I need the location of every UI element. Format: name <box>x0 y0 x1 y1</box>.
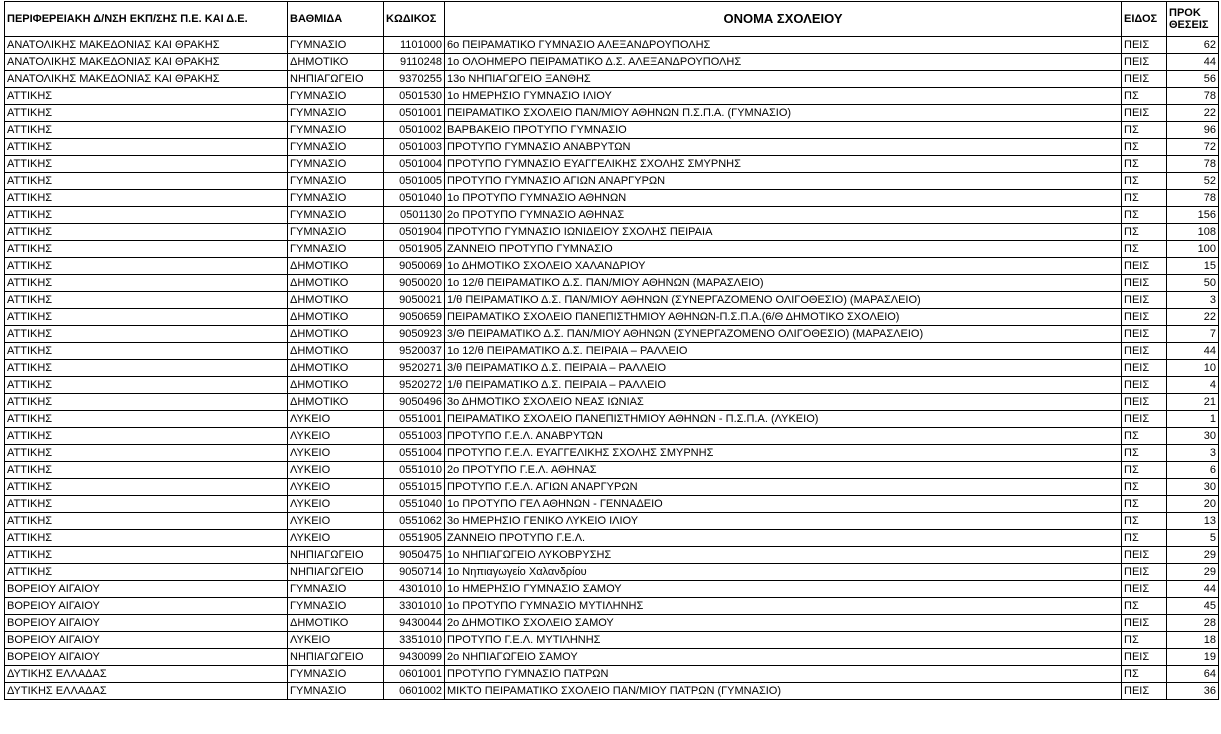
col-header-seats <box>1167 2 1219 37</box>
level-cell: ΔΗΜΟΤΙΚΟ <box>288 258 384 275</box>
code-cell: 9050496 <box>384 394 445 411</box>
seats-cell: 18 <box>1167 632 1219 649</box>
level-cell: ΔΗΜΟΤΙΚΟ <box>288 343 384 360</box>
type-cell: ΠΣ <box>1122 156 1167 173</box>
type-cell: ΠΕΙΣ <box>1122 275 1167 292</box>
school-name-cell: ΜΙΚΤΟ ΠΕΙΡΑΜΑΤΙΚΟ ΣΧΟΛΕΙΟ ΠΑΝ/ΜΙΟΥ ΠΑΤΡΩΝ (ΓΥΜΝΑΣΙΟ) <box>445 683 1122 700</box>
table-row <box>5 343 1219 360</box>
school-name-cell: 2ο ΠΡΟΤΥΠΟ Γ.Ε.Λ. ΑΘΗΝΑΣ <box>445 462 1122 479</box>
region-cell: ΔΥΤΙΚΗΣ ΕΛΛΑΔΑΣ <box>5 666 288 683</box>
level-cell: ΔΗΜΟΤΙΚΟ <box>288 309 384 326</box>
level-cell: ΝΗΠΙΑΓΩΓΕΙΟ <box>288 71 384 88</box>
type-cell: ΠΣ <box>1122 598 1167 615</box>
type-cell: ΠΕΙΣ <box>1122 615 1167 632</box>
type-cell: ΠΕΙΣ <box>1122 258 1167 275</box>
seats-cell: 29 <box>1167 547 1219 564</box>
level-cell: ΓΥΜΝΑΣΙΟ <box>288 224 384 241</box>
region-cell: ΑΤΤΙΚΗΣ <box>5 241 288 258</box>
school-name-cell: 6ο ΠΕΙΡΑΜΑΤΙΚΟ ΓΥΜΝΑΣΙΟ ΑΛΕΞΑΝΔΡΟΥΠΟΛΗΣ <box>445 37 1122 54</box>
level-cell: ΝΗΠΙΑΓΩΓΕΙΟ <box>288 547 384 564</box>
code-cell: 0501530 <box>384 88 445 105</box>
level-cell: ΓΥΜΝΑΣΙΟ <box>288 139 384 156</box>
region-cell: ΑΝΑΤΟΛΙΚΗΣ ΜΑΚΕΔΟΝΙΑΣ ΚΑΙ ΘΡΑΚΗΣ <box>5 71 288 88</box>
school-name-cell: ΠΡΟΤΥΠΟ Γ.Ε.Λ. ΑΓΙΩΝ ΑΝΑΡΓΥΡΩΝ <box>445 479 1122 496</box>
school-name-cell: 2ο ΝΗΠΙΑΓΩΓΕΙΟ ΣΑΜΟΥ <box>445 649 1122 666</box>
code-cell: 9110248 <box>384 54 445 71</box>
school-name-cell: ΠΡΟΤΥΠΟ Γ.Ε.Λ. ΜΥΤΙΛΗΝΗΣ <box>445 632 1122 649</box>
region-cell: ΒΟΡΕΙΟΥ ΑΙΓΑΙΟΥ <box>5 615 288 632</box>
region-cell: ΑΤΤΙΚΗΣ <box>5 258 288 275</box>
table-row <box>5 173 1219 190</box>
school-name-cell: 1ο Νηπιαγωγείο Χαλανδρίου <box>445 564 1122 581</box>
seats-cell: 36 <box>1167 683 1219 700</box>
school-name-cell: ΠΡΟΤΥΠΟ Γ.Ε.Λ. ΕΥΑΓΓΕΛΙΚΗΣ ΣΧΟΛΗΣ ΣΜΥΡΝΗΣ <box>445 445 1122 462</box>
col-header-code: ΚΩΔΙΚΟΣ <box>384 2 445 37</box>
type-cell: ΠΕΙΣ <box>1122 377 1167 394</box>
code-cell: 0551010 <box>384 462 445 479</box>
region-cell: ΑΝΑΤΟΛΙΚΗΣ ΜΑΚΕΔΟΝΙΑΣ ΚΑΙ ΘΡΑΚΗΣ <box>5 37 288 54</box>
school-name-cell: ΖΑΝΝΕΙΟ ΠΡΟΤΥΠΟ Γ.Ε.Λ. <box>445 530 1122 547</box>
table-row <box>5 122 1219 139</box>
region-cell: ΔΥΤΙΚΗΣ ΕΛΛΑΔΑΣ <box>5 683 288 700</box>
region-cell: ΑΤΤΙΚΗΣ <box>5 530 288 547</box>
school-name-cell: 1ο 12/θ ΠΕΙΡΑΜΑΤΙΚΟ Δ.Σ. ΠΑΝ/ΜΙΟΥ ΑΘΗΝΩΝ (ΜΑΡΑΣΛΕΙΟ) <box>445 275 1122 292</box>
seats-cell: 96 <box>1167 122 1219 139</box>
table-row <box>5 207 1219 224</box>
region-cell: ΑΤΤΙΚΗΣ <box>5 394 288 411</box>
table-row <box>5 581 1219 598</box>
table-row <box>5 496 1219 513</box>
seats-cell: 78 <box>1167 190 1219 207</box>
level-cell: ΛΥΚΕΙΟ <box>288 462 384 479</box>
col-header-seats-line1: ΠΡΟΚ <box>1169 7 1201 19</box>
type-cell: ΠΕΙΣ <box>1122 547 1167 564</box>
level-cell: ΛΥΚΕΙΟ <box>288 428 384 445</box>
region-cell: ΑΤΤΙΚΗΣ <box>5 173 288 190</box>
school-name-cell: 1ο ΠΡΟΤΥΠΟ ΓΥΜΝΑΣΙΟ ΑΘΗΝΩΝ <box>445 190 1122 207</box>
table-row <box>5 309 1219 326</box>
region-cell: ΑΤΤΙΚΗΣ <box>5 326 288 343</box>
table-row <box>5 190 1219 207</box>
seats-cell: 30 <box>1167 428 1219 445</box>
col-header-school-name: ΟΝΟΜΑ ΣΧΟΛΕΙΟΥ <box>445 2 1122 37</box>
seats-cell: 50 <box>1167 275 1219 292</box>
seats-cell: 22 <box>1167 309 1219 326</box>
level-cell: ΓΥΜΝΑΣΙΟ <box>288 190 384 207</box>
school-name-cell: ΖΑΝΝΕΙΟ ΠΡΟΤΥΠΟ ΓΥΜΝΑΣΙΟ <box>445 241 1122 258</box>
region-cell: ΑΤΤΙΚΗΣ <box>5 207 288 224</box>
school-name-cell: 1/θ ΠΕΙΡΑΜΑΤΙΚΟ Δ.Σ. ΠΕΙΡΑΙΑ – ΡΑΛΛΕΙΟ <box>445 377 1122 394</box>
code-cell: 3351010 <box>384 632 445 649</box>
code-cell: 9050714 <box>384 564 445 581</box>
school-name-cell: 1ο ΝΗΠΙΑΓΩΓΕΙΟ ΛΥΚΟΒΡΥΣΗΣ <box>445 547 1122 564</box>
type-cell: ΠΕΙΣ <box>1122 54 1167 71</box>
level-cell: ΛΥΚΕΙΟ <box>288 530 384 547</box>
school-name-cell: 3ο ΔΗΜΟΤΙΚΟ ΣΧΟΛΕΙΟ ΝΕΑΣ ΙΩΝΙΑΣ <box>445 394 1122 411</box>
region-cell: ΒΟΡΕΙΟΥ ΑΙΓΑΙΟΥ <box>5 581 288 598</box>
seats-cell: 44 <box>1167 54 1219 71</box>
seats-cell: 13 <box>1167 513 1219 530</box>
level-cell: ΓΥΜΝΑΣΙΟ <box>288 598 384 615</box>
school-name-cell: ΒΑΡΒΑΚΕΙΟ ΠΡΟΤΥΠΟ ΓΥΜΝΑΣΙΟ <box>445 122 1122 139</box>
table-row <box>5 224 1219 241</box>
level-cell: ΔΗΜΟΤΙΚΟ <box>288 377 384 394</box>
seats-cell: 52 <box>1167 173 1219 190</box>
col-header-seats-line2: ΘΕΣΕΙΣ <box>1169 19 1209 31</box>
seats-cell: 44 <box>1167 343 1219 360</box>
seats-cell: 78 <box>1167 88 1219 105</box>
code-cell: 0551004 <box>384 445 445 462</box>
level-cell: ΛΥΚΕΙΟ <box>288 513 384 530</box>
seats-cell: 1 <box>1167 411 1219 428</box>
school-name-cell: ΠΡΟΤΥΠΟ ΓΥΜΝΑΣΙΟ ΠΑΤΡΩΝ <box>445 666 1122 683</box>
type-cell: ΠΕΙΣ <box>1122 411 1167 428</box>
level-cell: ΓΥΜΝΑΣΙΟ <box>288 581 384 598</box>
type-cell: ΠΣ <box>1122 445 1167 462</box>
region-cell: ΑΤΤΙΚΗΣ <box>5 309 288 326</box>
code-cell: 0501003 <box>384 139 445 156</box>
type-cell: ΠΕΙΣ <box>1122 649 1167 666</box>
type-cell: ΠΣ <box>1122 207 1167 224</box>
seats-cell: 5 <box>1167 530 1219 547</box>
region-cell: ΑΤΤΙΚΗΣ <box>5 462 288 479</box>
level-cell: ΓΥΜΝΑΣΙΟ <box>288 683 384 700</box>
school-name-cell: 2ο ΠΡΟΤΥΠΟ ΓΥΜΝΑΣΙΟ ΑΘΗΝΑΣ <box>445 207 1122 224</box>
seats-cell: 45 <box>1167 598 1219 615</box>
region-cell: ΑΤΤΙΚΗΣ <box>5 343 288 360</box>
region-cell: ΑΤΤΙΚΗΣ <box>5 360 288 377</box>
school-name-cell: ΠΕΙΡΑΜΑΤΙΚΟ ΣΧΟΛΕΙΟ ΠΑΝΕΠΙΣΤΗΜΙΟΥ ΑΘΗΝΩΝ - Π.Σ.Π.Α. (ΛΥΚΕΙΟ) <box>445 411 1122 428</box>
type-cell: ΠΕΙΣ <box>1122 360 1167 377</box>
code-cell: 4301010 <box>384 581 445 598</box>
seats-cell: 56 <box>1167 71 1219 88</box>
seats-cell: 100 <box>1167 241 1219 258</box>
table-row <box>5 292 1219 309</box>
table-row <box>5 530 1219 547</box>
table-row <box>5 156 1219 173</box>
seats-cell: 3 <box>1167 292 1219 309</box>
table-row <box>5 462 1219 479</box>
level-cell: ΓΥΜΝΑΣΙΟ <box>288 173 384 190</box>
type-cell: ΠΣ <box>1122 666 1167 683</box>
code-cell: 9520272 <box>384 377 445 394</box>
type-cell: ΠΕΙΣ <box>1122 71 1167 88</box>
table-row <box>5 479 1219 496</box>
level-cell: ΓΥΜΝΑΣΙΟ <box>288 666 384 683</box>
code-cell: 0501002 <box>384 122 445 139</box>
seats-cell: 6 <box>1167 462 1219 479</box>
code-cell: 0501001 <box>384 105 445 122</box>
seats-cell: 64 <box>1167 666 1219 683</box>
school-name-cell: ΠΕΙΡΑΜΑΤΙΚΟ ΣΧΟΛΕΙΟ ΠΑΝ/ΜΙΟΥ ΑΘΗΝΩΝ Π.Σ.Π.Α. (ΓΥΜΝΑΣΙΟ) <box>445 105 1122 122</box>
seats-cell: 28 <box>1167 615 1219 632</box>
type-cell: ΠΕΙΣ <box>1122 326 1167 343</box>
table-row <box>5 88 1219 105</box>
type-cell: ΠΣ <box>1122 173 1167 190</box>
type-cell: ΠΣ <box>1122 88 1167 105</box>
header-row <box>5 2 1219 37</box>
type-cell: ΠΕΙΣ <box>1122 343 1167 360</box>
code-cell: 9050021 <box>384 292 445 309</box>
level-cell: ΓΥΜΝΑΣΙΟ <box>288 207 384 224</box>
region-cell: ΑΤΤΙΚΗΣ <box>5 445 288 462</box>
school-name-cell: 3/θ ΠΕΙΡΑΜΑΤΙΚΟ Δ.Σ. ΠΕΙΡΑΙΑ – ΡΑΛΛΕΙΟ <box>445 360 1122 377</box>
table-row <box>5 37 1219 54</box>
level-cell: ΓΥΜΝΑΣΙΟ <box>288 122 384 139</box>
level-cell: ΔΗΜΟΤΙΚΟ <box>288 360 384 377</box>
code-cell: 9050069 <box>384 258 445 275</box>
region-cell: ΑΤΤΙΚΗΣ <box>5 479 288 496</box>
level-cell: ΝΗΠΙΑΓΩΓΕΙΟ <box>288 649 384 666</box>
table-row <box>5 377 1219 394</box>
seats-cell: 19 <box>1167 649 1219 666</box>
code-cell: 0551040 <box>384 496 445 513</box>
school-name-cell: 3/Θ ΠΕΙΡΑΜΑΤΙΚΟ Δ.Σ. ΠΑΝ/ΜΙΟΥ ΑΘΗΝΩΝ (ΣΥΝΕΡΓΑΖΟΜΕΝΟ ΟΛΙΓΟΘΕΣΙΟ) (ΜΑΡΑΣΛΕΙΟ) <box>445 326 1122 343</box>
school-name-cell: 1ο ΠΡΟΤΥΠΟ ΓΕΛ ΑΘΗΝΩΝ - ΓΕΝΝΑΔΕΙΟ <box>445 496 1122 513</box>
level-cell: ΛΥΚΕΙΟ <box>288 496 384 513</box>
level-cell: ΓΥΜΝΑΣΙΟ <box>288 37 384 54</box>
school-name-cell: ΠΡΟΤΥΠΟ ΓΥΜΝΑΣΙΟ ΑΝΑΒΡΥΤΩΝ <box>445 139 1122 156</box>
level-cell: ΔΗΜΟΤΙΚΟ <box>288 275 384 292</box>
seats-cell: 21 <box>1167 394 1219 411</box>
type-cell: ΠΕΙΣ <box>1122 564 1167 581</box>
school-name-cell: ΠΡΟΤΥΠΟ ΓΥΜΝΑΣΙΟ ΑΓΙΩΝ ΑΝΑΡΓΥΡΩΝ <box>445 173 1122 190</box>
school-name-cell: 1ο 12/θ ΠΕΙΡΑΜΑΤΙΚΟ Δ.Σ. ΠΕΙΡΑΙΑ – ΡΑΛΛΕΙΟ <box>445 343 1122 360</box>
region-cell: ΑΤΤΙΚΗΣ <box>5 564 288 581</box>
region-cell: ΑΝΑΤΟΛΙΚΗΣ ΜΑΚΕΔΟΝΙΑΣ ΚΑΙ ΘΡΑΚΗΣ <box>5 54 288 71</box>
region-cell: ΒΟΡΕΙΟΥ ΑΙΓΑΙΟΥ <box>5 598 288 615</box>
type-cell: ΠΣ <box>1122 632 1167 649</box>
table-row <box>5 649 1219 666</box>
region-cell: ΑΤΤΙΚΗΣ <box>5 105 288 122</box>
level-cell: ΔΗΜΟΤΙΚΟ <box>288 292 384 309</box>
table-row <box>5 394 1219 411</box>
table-row <box>5 275 1219 292</box>
code-cell: 0601002 <box>384 683 445 700</box>
table-row <box>5 547 1219 564</box>
region-cell: ΑΤΤΙΚΗΣ <box>5 411 288 428</box>
seats-cell: 3 <box>1167 445 1219 462</box>
type-cell: ΠΕΙΣ <box>1122 683 1167 700</box>
code-cell: 0501004 <box>384 156 445 173</box>
table-row <box>5 683 1219 700</box>
code-cell: 9050475 <box>384 547 445 564</box>
type-cell: ΠΣ <box>1122 139 1167 156</box>
type-cell: ΠΕΙΣ <box>1122 37 1167 54</box>
seats-cell: 15 <box>1167 258 1219 275</box>
type-cell: ΠΣ <box>1122 428 1167 445</box>
level-cell: ΓΥΜΝΑΣΙΟ <box>288 88 384 105</box>
code-cell: 0551905 <box>384 530 445 547</box>
code-cell: 9520037 <box>384 343 445 360</box>
type-cell: ΠΕΙΣ <box>1122 581 1167 598</box>
region-cell: ΑΤΤΙΚΗΣ <box>5 292 288 309</box>
code-cell: 9050659 <box>384 309 445 326</box>
seats-cell: 29 <box>1167 564 1219 581</box>
region-cell: ΑΤΤΙΚΗΣ <box>5 156 288 173</box>
school-name-cell: ΠΡΟΤΥΠΟ Γ.Ε.Λ. ΑΝΑΒΡΥΤΩΝ <box>445 428 1122 445</box>
type-cell: ΠΣ <box>1122 462 1167 479</box>
code-cell: 9050923 <box>384 326 445 343</box>
table-row <box>5 139 1219 156</box>
level-cell: ΔΗΜΟΤΙΚΟ <box>288 615 384 632</box>
type-cell: ΠΣ <box>1122 530 1167 547</box>
table-row <box>5 258 1219 275</box>
table-row <box>5 428 1219 445</box>
col-header-type: ΕΙΔΟΣ <box>1122 2 1167 37</box>
seats-cell: 4 <box>1167 377 1219 394</box>
code-cell: 0551003 <box>384 428 445 445</box>
region-cell: ΑΤΤΙΚΗΣ <box>5 547 288 564</box>
school-name-cell: 13ο ΝΗΠΙΑΓΩΓΕΙΟ ΞΑΝΘΗΣ <box>445 71 1122 88</box>
level-cell: ΓΥΜΝΑΣΙΟ <box>288 241 384 258</box>
table-row <box>5 445 1219 462</box>
table-row <box>5 513 1219 530</box>
schools-table <box>4 1 1219 700</box>
table-row <box>5 71 1219 88</box>
seats-cell: 10 <box>1167 360 1219 377</box>
type-cell: ΠΕΙΣ <box>1122 309 1167 326</box>
region-cell: ΑΤΤΙΚΗΣ <box>5 496 288 513</box>
region-cell: ΑΤΤΙΚΗΣ <box>5 190 288 207</box>
type-cell: ΠΣ <box>1122 241 1167 258</box>
table-row <box>5 411 1219 428</box>
level-cell: ΛΥΚΕΙΟ <box>288 411 384 428</box>
region-cell: ΒΟΡΕΙΟΥ ΑΙΓΑΙΟΥ <box>5 632 288 649</box>
seats-cell: 22 <box>1167 105 1219 122</box>
region-cell: ΑΤΤΙΚΗΣ <box>5 428 288 445</box>
school-name-cell: ΠΡΟΤΥΠΟ ΓΥΜΝΑΣΙΟ ΕΥΑΓΓΕΛΙΚΗΣ ΣΧΟΛΗΣ ΣΜΥΡΝΗΣ <box>445 156 1122 173</box>
code-cell: 3301010 <box>384 598 445 615</box>
level-cell: ΓΥΜΝΑΣΙΟ <box>288 105 384 122</box>
seats-cell: 108 <box>1167 224 1219 241</box>
level-cell: ΛΥΚΕΙΟ <box>288 445 384 462</box>
level-cell: ΝΗΠΙΑΓΩΓΕΙΟ <box>288 564 384 581</box>
region-cell: ΑΤΤΙΚΗΣ <box>5 224 288 241</box>
school-name-cell: 1ο ΗΜΕΡΗΣΙΟ ΓΥΜΝΑΣΙΟ ΙΛΙΟΥ <box>445 88 1122 105</box>
type-cell: ΠΣ <box>1122 513 1167 530</box>
region-cell: ΑΤΤΙΚΗΣ <box>5 513 288 530</box>
code-cell: 0551062 <box>384 513 445 530</box>
table-row <box>5 564 1219 581</box>
school-name-cell: ΠΡΟΤΥΠΟ ΓΥΜΝΑΣΙΟ ΙΩΝΙΔΕΙΟΥ ΣΧΟΛΗΣ ΠΕΙΡΑΙΑ <box>445 224 1122 241</box>
level-cell: ΓΥΜΝΑΣΙΟ <box>288 156 384 173</box>
table-row <box>5 615 1219 632</box>
school-name-cell: 1ο ΟΛΟΗΜΕΡΟ ΠΕΙΡΑΜΑΤΙΚΟ Δ.Σ. ΑΛΕΞΑΝΔΡΟΥΠΟΛΗΣ <box>445 54 1122 71</box>
school-name-cell: 2ο ΔΗΜΟΤΙΚΟ ΣΧΟΛΕΙΟ ΣΑΜΟΥ <box>445 615 1122 632</box>
col-header-region: ΠΕΡΙΦΕΡΕΙΑΚΗ Δ/ΝΣΗ ΕΚΠ/ΣΗΣ Π.Ε. ΚΑΙ Δ.Ε. <box>5 2 288 37</box>
type-cell: ΠΕΙΣ <box>1122 394 1167 411</box>
type-cell: ΠΕΙΣ <box>1122 292 1167 309</box>
seats-cell: 30 <box>1167 479 1219 496</box>
code-cell: 0501005 <box>384 173 445 190</box>
code-cell: 1101000 <box>384 37 445 54</box>
school-name-cell: 1ο ΗΜΕΡΗΣΙΟ ΓΥΜΝΑΣΙΟ ΣΑΜΟΥ <box>445 581 1122 598</box>
code-cell: 0501904 <box>384 224 445 241</box>
level-cell: ΔΗΜΟΤΙΚΟ <box>288 394 384 411</box>
table-row <box>5 360 1219 377</box>
seats-cell: 44 <box>1167 581 1219 598</box>
table-row <box>5 105 1219 122</box>
level-cell: ΔΗΜΟΤΙΚΟ <box>288 326 384 343</box>
code-cell: 0501130 <box>384 207 445 224</box>
seats-cell: 7 <box>1167 326 1219 343</box>
code-cell: 9520271 <box>384 360 445 377</box>
code-cell: 0501040 <box>384 190 445 207</box>
code-cell: 0601001 <box>384 666 445 683</box>
code-cell: 9430044 <box>384 615 445 632</box>
seats-cell: 156 <box>1167 207 1219 224</box>
code-cell: 9370255 <box>384 71 445 88</box>
school-name-cell: 1ο ΔΗΜΟΤΙΚΟ ΣΧΟΛΕΙΟ ΧΑΛΑΝΔΡΙΟΥ <box>445 258 1122 275</box>
type-cell: ΠΣ <box>1122 479 1167 496</box>
table-row <box>5 326 1219 343</box>
school-name-cell: 1ο ΠΡΟΤΥΠΟ ΓΥΜΝΑΣΙΟ ΜΥΤΙΛΗΝΗΣ <box>445 598 1122 615</box>
type-cell: ΠΣ <box>1122 122 1167 139</box>
region-cell: ΑΤΤΙΚΗΣ <box>5 139 288 156</box>
level-cell: ΔΗΜΟΤΙΚΟ <box>288 54 384 71</box>
school-name-cell: 3ο ΗΜΕΡΗΣΙΟ ΓΕΝΙΚΟ ΛΥΚΕΙΟ ΙΛΙΟΥ <box>445 513 1122 530</box>
table-row <box>5 598 1219 615</box>
code-cell: 0501905 <box>384 241 445 258</box>
region-cell: ΑΤΤΙΚΗΣ <box>5 88 288 105</box>
region-cell: ΑΤΤΙΚΗΣ <box>5 377 288 394</box>
table-row <box>5 632 1219 649</box>
type-cell: ΠΣ <box>1122 224 1167 241</box>
type-cell: ΠΕΙΣ <box>1122 105 1167 122</box>
level-cell: ΛΥΚΕΙΟ <box>288 479 384 496</box>
school-name-cell: ΠΕΙΡΑΜΑΤΙΚΟ ΣΧΟΛΕΙΟ ΠΑΝΕΠΙΣΤΗΜΙΟΥ ΑΘΗΝΩΝ-Π.Σ.Π.Α.(6/Θ ΔΗΜΟΤΙΚΟ ΣΧΟΛΕΙΟ) <box>445 309 1122 326</box>
region-cell: ΑΤΤΙΚΗΣ <box>5 122 288 139</box>
code-cell: 0551001 <box>384 411 445 428</box>
code-cell: 9430099 <box>384 649 445 666</box>
table-row <box>5 666 1219 683</box>
region-cell: ΒΟΡΕΙΟΥ ΑΙΓΑΙΟΥ <box>5 649 288 666</box>
level-cell: ΛΥΚΕΙΟ <box>288 632 384 649</box>
seats-cell: 72 <box>1167 139 1219 156</box>
seats-cell: 62 <box>1167 37 1219 54</box>
type-cell: ΠΣ <box>1122 190 1167 207</box>
seats-cell: 20 <box>1167 496 1219 513</box>
table-row <box>5 54 1219 71</box>
code-cell: 0551015 <box>384 479 445 496</box>
seats-cell: 78 <box>1167 156 1219 173</box>
school-name-cell: 1/θ ΠΕΙΡΑΜΑΤΙΚΟ Δ.Σ. ΠΑΝ/ΜΙΟΥ ΑΘΗΝΩΝ (ΣΥΝΕΡΓΑΖΟΜΕΝΟ ΟΛΙΓΟΘΕΣΙΟ) (ΜΑΡΑΣΛΕΙΟ) <box>445 292 1122 309</box>
type-cell: ΠΣ <box>1122 496 1167 513</box>
code-cell: 9050020 <box>384 275 445 292</box>
col-header-level: ΒΑΘΜΙΔΑ <box>288 2 384 37</box>
region-cell: ΑΤΤΙΚΗΣ <box>5 275 288 292</box>
table-row <box>5 241 1219 258</box>
